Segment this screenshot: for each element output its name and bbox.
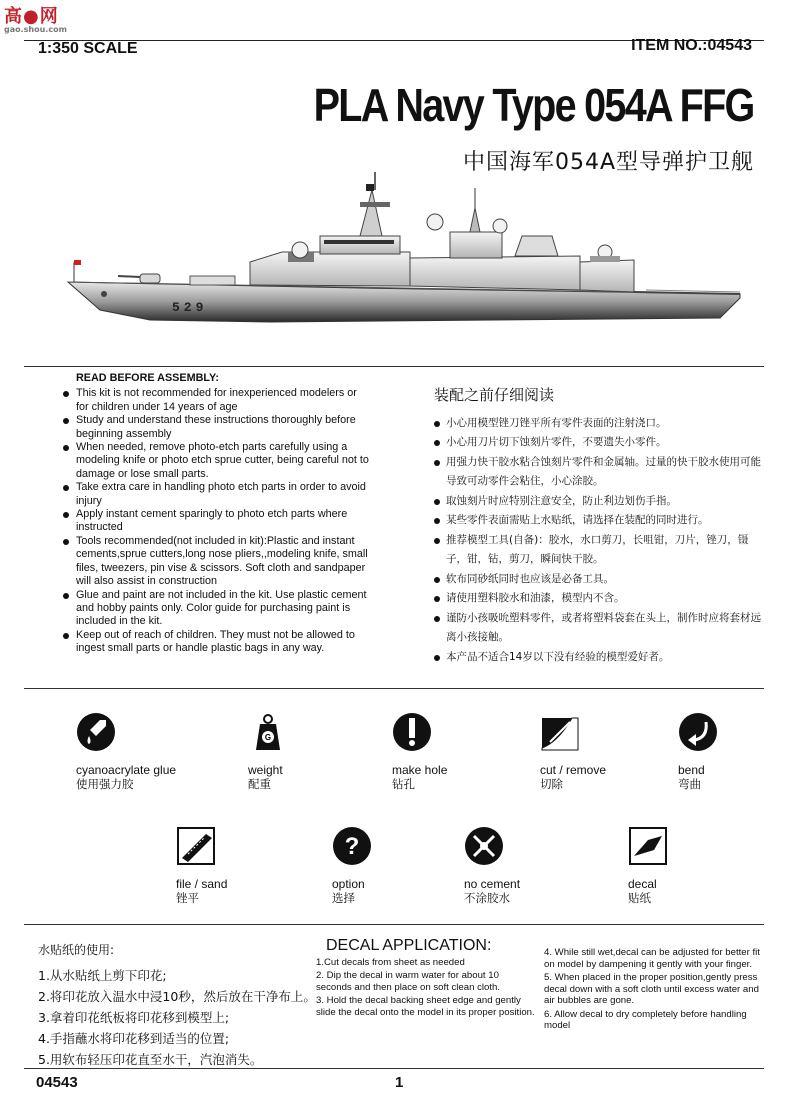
symbol-label-cn: 钻孔 — [392, 777, 415, 791]
decal-cn-step: 4.手指蘸水将印花移到适当的位置; — [38, 1031, 230, 1046]
decal-cn-step: 2.将印花放入温水中浸10秒，然后放在干净布上。 — [38, 989, 316, 1004]
symbol-label-en: no cement — [464, 877, 521, 891]
symbol-label-en: bend — [678, 763, 705, 777]
symbol-label-cn: 配重 — [248, 777, 271, 791]
note-item: When needed, remove photo-etch parts carefully using a modeling knife or photo etch sprue cutter, being careful not to damage or lose small parts. — [62, 441, 372, 481]
drill-icon — [392, 712, 432, 752]
symbol-label-en: file / sand — [176, 877, 228, 891]
decal-en-step: 6. Allow decal to dry completely before handling model — [544, 1008, 747, 1031]
symbol-no-cement — [464, 826, 594, 905]
symbol-label-en: option — [332, 877, 365, 891]
symbol-label-cn: 不涂胶水 — [464, 891, 510, 905]
note-item-cn: 取蚀刻片时应特别注意安全，防止利边划伤手指。 — [432, 492, 762, 512]
decal-instructions-chinese — [38, 940, 318, 1070]
note-item-cn: 推荐模型工具(自备)：胶水，水口剪刀，长咀钳，刀片，锉刀，镊子，钳，钻，剪刀，瞬间快干胶。 — [432, 531, 762, 570]
bend-arrow-icon — [678, 712, 718, 752]
symbol-cut — [540, 712, 670, 791]
cut-icon — [540, 712, 580, 752]
symbol-file — [176, 826, 306, 905]
section-rule — [24, 924, 764, 925]
decal-en-step: 3. Hold the decal backing sheet edge and gently slide the decal onto the model in its proper position. — [316, 995, 535, 1018]
symbol-label-cn: 贴纸 — [628, 891, 651, 905]
no-cement-icon — [464, 826, 504, 866]
notes-english — [62, 372, 372, 656]
question-icon — [332, 826, 372, 866]
symbol-label-cn: 弯曲 — [678, 777, 701, 791]
section-rule — [24, 688, 764, 689]
note-item-cn: 软布同砂纸同时也应该是必备工具。 — [432, 570, 762, 590]
symbol-label-en: decal — [628, 877, 657, 891]
page-number: 1 — [395, 1074, 404, 1091]
decal-cn-step: 5.用软布轻压印花直至水干，汽泡消失。 — [38, 1052, 263, 1067]
note-item-cn: 某些零件表面需贴上水贴纸，请选择在装配的同时进行。 — [432, 511, 762, 531]
decal-instructions-english — [316, 937, 536, 1020]
note-item-cn: 用强力快干胶水粘合蚀刻片零件和金属轴。过量的快干胶水使用可能导致可动零件会粘住，小心涂胶。 — [432, 453, 762, 492]
weight-icon — [248, 712, 288, 752]
decal-en-step: 2. Dip the decal in warm water for about 10 seconds and then place on soft clean cloth. — [316, 970, 501, 993]
note-item: Glue and paint are not included in the kit. Use plastic cement and hobby paints only. Color guide for purchasing paint is included in the kit. — [62, 589, 372, 629]
page-subtitle: 中国海军054A型导弹护卫舰 — [462, 150, 754, 175]
item-number: ITEM NO.:04543 — [631, 37, 752, 54]
watermark-main: 高●网 — [4, 6, 59, 27]
note-item: Study and understand these instructions thoroughly before beginning assembly — [62, 414, 372, 441]
note-item-cn: 小心用模型锉刀锉平所有零件表面的注射浇口。 — [432, 414, 762, 434]
decal-en-step: 1.Cut decals from sheet as needed — [316, 956, 465, 968]
symbol-label-en: cut / remove — [540, 763, 607, 777]
decal-icon — [628, 826, 668, 866]
decal-cn-heading: 水贴纸的使用: — [38, 943, 115, 957]
note-item: Tools recommended(not included in kit):Plastic and instant cements,sprue cutters,long nose pliers,,modeling knife, small files, tweezers, pin vise & scissors. Soft cloth and sandpaper will also assist in construction — [62, 535, 372, 589]
watermark-logo — [4, 2, 67, 34]
note-item: Take extra care in handling photo etch parts in order to avoid injury — [62, 481, 372, 508]
svg-text:G: G — [264, 733, 272, 742]
symbol-label-cn: 使用强力胶 — [76, 777, 134, 791]
file-icon — [176, 826, 216, 866]
page-title: PLA Navy Type 054A FFG — [314, 79, 754, 131]
symbol-label-en: cyanoacrylate glue — [76, 763, 177, 777]
symbol-label-cn: 锉平 — [176, 891, 199, 905]
footer-item-code: 04543 — [36, 1074, 78, 1091]
symbol-decal — [628, 826, 758, 905]
decal-instructions-english-cont — [544, 947, 772, 1034]
scale-label: 1:350 SCALE — [38, 40, 138, 57]
symbol-glue — [76, 712, 206, 791]
symbol-option — [332, 826, 462, 905]
symbol-label-en: weight — [248, 763, 283, 777]
notes-chinese — [432, 386, 762, 667]
glue-drop-icon — [76, 712, 116, 752]
symbol-label-cn: 选择 — [332, 891, 355, 905]
watermark-sub: gao.shou.com — [4, 25, 67, 34]
ship-illustration — [60, 170, 750, 350]
decal-cn-step: 1.从水贴纸上剪下印花; — [38, 968, 167, 983]
note-item-cn: 请使用塑料胶水和油漆，模型内不含。 — [432, 589, 762, 609]
hull-number: 529 — [172, 300, 208, 315]
notes-chinese-heading: 装配之前仔细阅读 — [434, 386, 555, 404]
symbol-make-hole — [392, 712, 522, 791]
symbol-weight — [248, 712, 378, 791]
decal-cn-step: 3.拿着印花纸板将印花移到模型上; — [38, 1010, 230, 1025]
decal-en-heading: DECAL APPLICATION: — [326, 937, 492, 954]
note-item: Keep out of reach of children. They must not be allowed to ingest small parts or handle plastic bags in any way. — [62, 629, 372, 656]
note-item: Apply instant cement sparingly to photo etch parts where instructed — [62, 508, 372, 535]
notes-english-heading: READ BEFORE ASSEMBLY: — [76, 372, 219, 384]
note-item: This kit is not recommended for inexperienced modelers or for children under 14 years of age — [62, 387, 372, 414]
symbol-label-en: make hole — [392, 763, 448, 777]
decal-en-step: 5. When placed in the proper position,gently press decal down with a soft cloth until excess water and air bubbles are gone. — [544, 972, 759, 1006]
note-item-cn: 小心用刀片切下蚀刻片零件，不要遗失小零件。 — [432, 433, 762, 453]
symbol-label-cn: 切除 — [540, 777, 563, 791]
section-rule — [24, 366, 764, 367]
decal-en-step: 4. While still wet,decal can be adjusted for better fit on model by dampening it gently with your finger. — [544, 947, 760, 970]
note-item-cn: 本产品不适合14岁以下没有经验的模型爱好者。 — [432, 648, 762, 668]
symbol-bend — [678, 712, 800, 791]
note-item-cn: 谨防小孩吸吮塑料零件，或者将塑料袋套在头上，制作时应将套材远离小孩接触。 — [432, 609, 762, 648]
svg-text:?: ? — [344, 833, 360, 860]
